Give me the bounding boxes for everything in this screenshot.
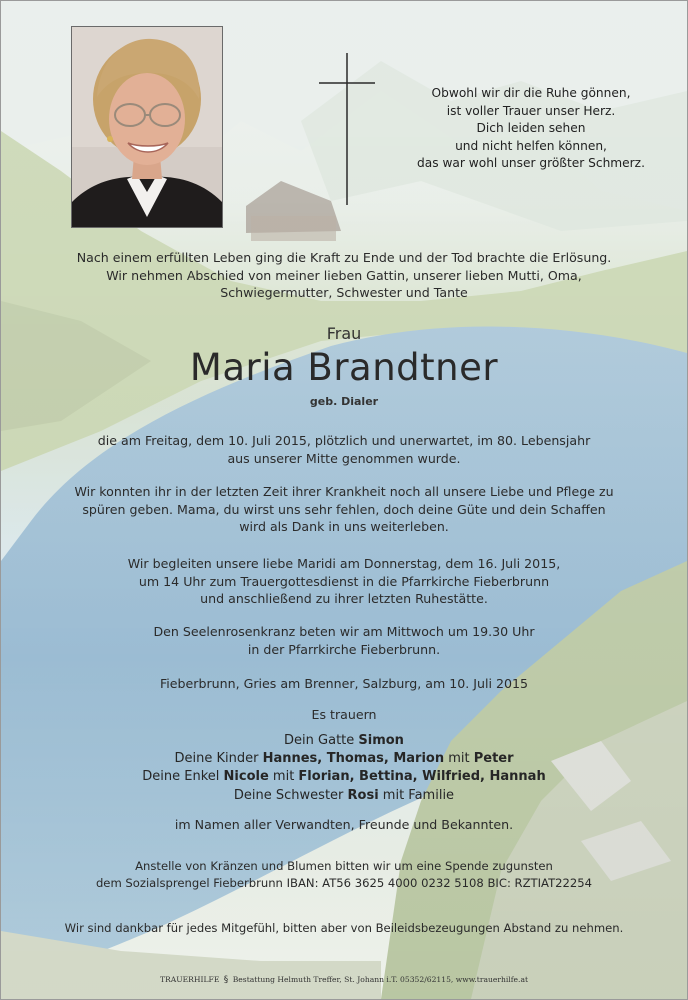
- family-list: [21, 732, 667, 805]
- poem-line: Obwohl wir dir die Ruhe gönnen,: [431, 86, 631, 100]
- intro-text: [21, 249, 667, 302]
- grandchild-name: Nicole: [223, 769, 269, 785]
- children-names: Hannes, Thomas, Marion: [262, 751, 445, 767]
- text-line: Den Seelenrosenkranz beten wir am Mittwoch um 19.30 Uhr: [153, 624, 535, 639]
- mourn-heading: Es trauern: [311, 707, 377, 722]
- poem-line: Dich leiden sehen: [476, 121, 586, 136]
- place-date: Fieberbrunn, Gries am Brenner, Salzburg, am 10. Juli 2015: [159, 676, 529, 691]
- label: Deine Enkel: [142, 769, 224, 785]
- text-line: um 14 Uhr zum Trauergottesdienst in die Pfarrkirche Fieberbrunn: [138, 573, 550, 589]
- section-icon: §: [223, 975, 229, 985]
- footer: [1, 975, 687, 985]
- portrait-illustration: [72, 27, 222, 227]
- donation-info: [21, 858, 667, 891]
- cross-icon: [319, 53, 375, 205]
- label: Deine Kinder: [174, 751, 263, 767]
- label: Dein Gatte: [284, 733, 359, 748]
- text-line: in der Pfarrkirche Fieberbrunn.: [247, 641, 441, 657]
- footer-brand: TRAUERHILFE: [159, 975, 220, 984]
- salutation: Frau: [326, 324, 362, 343]
- poem: [396, 85, 666, 173]
- funeral-info: [21, 555, 667, 608]
- relatives-line: im Namen aller Verwandten, Freunde und Bekannten.: [174, 817, 514, 832]
- connector: mit: [444, 751, 474, 767]
- family-line-sister: [21, 787, 667, 805]
- spouse-name: Simon: [358, 733, 404, 748]
- text-line: Schwiegermutter, Schwester und Tante: [220, 285, 468, 300]
- gratitude-line: Wir sind dankbar für jedes Mitgefühl, bitten aber von Beileidsbezeugungen Abstand zu nehmen.: [64, 921, 624, 935]
- family-line-grandchildren: [21, 768, 667, 786]
- grandchildren-names: Florian, Bettina, Wilfried, Hannah: [298, 769, 546, 785]
- poem-line: das war wohl unser größter Schmerz.: [417, 156, 645, 171]
- footer-text: Bestattung Helmuth Treffer, St. Johann i.T. 05352/62115, www.trauerhilfe.at: [232, 975, 529, 984]
- text-line: wird als Dank in uns weiterleben.: [239, 519, 449, 534]
- partner-name: Peter: [473, 751, 514, 767]
- text-line: die am Freitag, dem 10. Juli 2015, plötzlich und unerwartet, im 80. Lebensjahr: [97, 433, 591, 448]
- text-line: Wir nehmen Abschied von meiner lieben Gattin, unserer lieben Mutti, Oma,: [106, 267, 582, 283]
- text-line: Anstelle von Kränzen und Blumen bitten wir um eine Spende zugunsten: [135, 859, 553, 873]
- deceased-name: Maria Brandtner: [189, 346, 499, 389]
- sister-name: Rosi: [347, 787, 379, 803]
- rosary-info: [21, 623, 667, 658]
- poem-line: ist voller Trauer unser Herz.: [446, 103, 616, 118]
- connector: mit: [268, 769, 299, 785]
- text-line: spüren geben. Mama, du wirst uns sehr fehlen, doch deine Güte und dein Schaffen: [82, 501, 606, 517]
- death-notice: [21, 432, 667, 467]
- text-line: Nach einem erfüllten Leben ging die Kraft zu Ende und der Tod brachte die Erlösung.: [76, 250, 612, 265]
- text-line: Wir konnten ihr in der letzten Zeit ihrer Krankheit noch all unsere Liebe und Pflege zu: [74, 484, 614, 499]
- text-line: und anschließend zu ihrer letzten Ruhestätte.: [200, 591, 488, 606]
- portrait-photo: [71, 26, 223, 228]
- birth-name: geb. Dialer: [309, 395, 379, 408]
- suffix: mit Familie: [378, 787, 455, 803]
- care-text: [21, 483, 667, 536]
- label: Deine Schwester: [233, 787, 348, 803]
- family-line-spouse: [21, 732, 667, 750]
- text-line: dem Sozialsprengel Fieberbrunn IBAN: AT56 3625 4000 0232 5108 BIC: RZTIAT22254: [95, 875, 593, 890]
- family-line-children: [21, 750, 667, 768]
- poem-line: und nicht helfen können,: [455, 138, 607, 153]
- text-line: aus unserer Mitte genommen wurde.: [227, 450, 461, 466]
- text-line: Wir begleiten unsere liebe Maridi am Donnerstag, dem 16. Juli 2015,: [127, 556, 561, 571]
